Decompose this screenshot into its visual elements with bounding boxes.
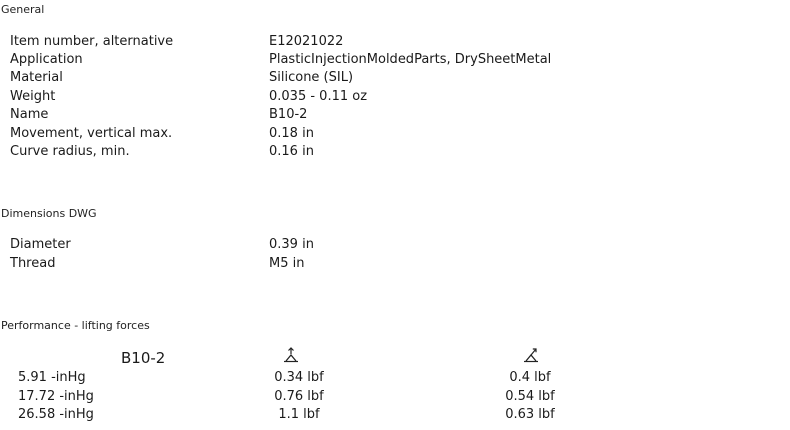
spec-label: Thread xyxy=(10,256,56,271)
spec-value: E12021022 xyxy=(269,34,344,49)
spec-label: Weight xyxy=(10,89,56,104)
spec-row-diameter xyxy=(0,237,790,255)
spec-row-weight xyxy=(0,89,790,107)
spec-value: 0.18 in xyxy=(269,126,314,141)
spec-label: Material xyxy=(10,70,63,85)
table-row xyxy=(0,407,790,425)
spec-row-curve-radius xyxy=(0,144,790,162)
spec-value: M5 in xyxy=(269,256,305,271)
vacuum-pressure: 26.58 -inHg xyxy=(18,407,94,422)
spec-value: B10-2 xyxy=(269,107,308,122)
vacuum-pressure: 5.91 -inHg xyxy=(18,370,86,385)
vertical-lift-force: 1.1 lbf xyxy=(278,407,320,422)
vertical-lift-force: 0.76 lbf xyxy=(274,389,324,404)
section-title-performance: Performance - lifting forces xyxy=(1,319,150,332)
spec-row-movement xyxy=(0,126,790,144)
vacuum-pressure: 17.72 -inHg xyxy=(18,389,94,404)
spec-value: 0.035 - 0.11 oz xyxy=(269,89,368,104)
spec-label: Application xyxy=(10,52,83,67)
angled-lift-force: 0.4 lbf xyxy=(509,370,551,385)
angled-lift-force: 0.54 lbf xyxy=(505,389,555,404)
vertical-lift-force-icon xyxy=(283,347,299,363)
angled-lift-force: 0.63 lbf xyxy=(505,407,555,422)
table-row xyxy=(0,389,790,407)
performance-model-name: B10-2 xyxy=(121,349,166,367)
spec-row-material xyxy=(0,70,790,88)
spec-row-name xyxy=(0,107,790,125)
spec-label: Name xyxy=(10,107,49,122)
table-row xyxy=(0,370,790,388)
section-title-general: General xyxy=(1,3,45,16)
angled-lift-force-icon xyxy=(523,347,539,363)
spec-row-application xyxy=(0,52,790,70)
spec-row-thread xyxy=(0,256,790,274)
spec-label: Movement, vertical max. xyxy=(10,126,173,141)
spec-value: PlasticInjectionMoldedParts, DrySheetMetal xyxy=(269,52,552,67)
spec-value: 0.39 in xyxy=(269,237,314,252)
vertical-lift-force: 0.34 lbf xyxy=(274,370,324,385)
section-title-dimensions: Dimensions DWG xyxy=(1,207,97,220)
spec-label: Curve radius, min. xyxy=(10,144,130,159)
spec-label: Diameter xyxy=(10,237,71,252)
spec-row-item-number xyxy=(0,34,790,52)
spec-label: Item number, alternative xyxy=(10,34,174,49)
spec-value: 0.16 in xyxy=(269,144,314,159)
spec-value: Silicone (SIL) xyxy=(269,70,354,85)
